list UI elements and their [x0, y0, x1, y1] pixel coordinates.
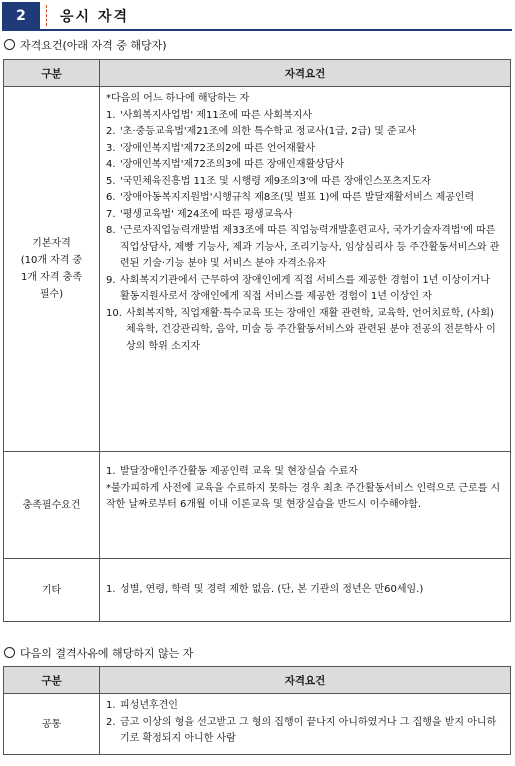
- item-text: '장애인복지법'제72조의2에 따른 언어재활사: [120, 142, 316, 154]
- mandatory-note: *불가피하게 사전에 교육을 수료하지 못하는 경우 최초 주간활동서비스 인력으로 근로를 시작한 날짜로부터 6개월 이내 이론교육 및 현장실습을 반드시 이수해야함.: [106, 482, 501, 510]
- header-category: 구분: [4, 667, 100, 694]
- list-item: [106, 108, 502, 125]
- list-item: [106, 207, 502, 224]
- item-number: 4.: [106, 159, 116, 170]
- item-number: 1.: [106, 466, 116, 477]
- item-text: '사회복지사업법' 제11조에 따른 사회복지사: [120, 109, 312, 121]
- item-number: 5.: [106, 175, 116, 187]
- basic-intro: *다음의 어느 하나에 해당하는 자: [106, 93, 250, 104]
- section-header: [2, 2, 512, 29]
- item-text: 성별, 연령, 학력 및 경력 제한 없음. (단, 본 기관의 정년은 만60세임.): [120, 583, 424, 595]
- basic-label-line: 기본자격: [32, 238, 71, 249]
- basic-qualification-label: [4, 87, 100, 452]
- row-mandatory-requirement: [4, 452, 511, 559]
- list-item: [106, 174, 502, 191]
- circle-bullet-icon: [4, 647, 15, 658]
- caption-disqualification: [4, 645, 193, 661]
- circle-bullet-icon: [4, 39, 15, 50]
- row-basic-qualification: [4, 87, 511, 452]
- item-text: 피성년후견인: [120, 700, 178, 711]
- header-category: 구분: [4, 60, 100, 87]
- list-item: [106, 306, 502, 356]
- item-text: '국민체육진흥법 11조 및 시행령 제9조의3'에 따른 장애인스포츠지도자: [120, 175, 431, 187]
- list-item: [106, 223, 502, 273]
- item-text: '초·중등교육법'제21조에 의한 특수학교 정교사(1급, 2급) 및 준교사: [120, 126, 417, 137]
- item-text: '근로자직업능력개발법 제33조에 따른 직업능력개발훈련교사, 국가기술자격법'에 따른 직업상담사, 제빵 기능사, 제과 기능사, 조리기능사, 임상심리사 등 주간활동서비스와 관련된 기술·기능 분야 및 서비스 분야 자격소유자: [120, 225, 500, 269]
- other-body: [100, 559, 511, 622]
- item-number: 1.: [106, 109, 116, 121]
- item-text: 사회복지기관에서 근무하여 장애인에게 직접 서비스를 제공한 경험이 1년 이상이거나 활동지원사로서 장애인에게 직접 서비스를 제공한 경험이 1년 이상인 자: [120, 274, 490, 302]
- basic-label-line: 1개 자격 충족: [20, 272, 83, 283]
- section-title: 응시 자격: [60, 9, 129, 25]
- section-divider: [46, 5, 47, 26]
- mandatory-requirement-label: 충족필수요건: [4, 452, 100, 559]
- table-header-row: [4, 667, 511, 694]
- row-common: [4, 694, 511, 755]
- header-requirement: 자격요건: [100, 60, 511, 87]
- requirements-table: [3, 59, 511, 622]
- list-item: [106, 582, 502, 599]
- basic-label-line: 필수): [39, 289, 64, 300]
- row-other: [4, 559, 511, 622]
- item-text: 발달장애인주간활동 제공인력 교육 및 현장실습 수료자: [120, 466, 359, 477]
- item-number: 10.: [106, 307, 122, 319]
- list-item: [106, 464, 502, 481]
- item-text: '장애인복지법'제72조의3에 따른 장애인재활상담사: [120, 159, 345, 170]
- basic-qualification-body: [100, 87, 511, 452]
- item-text: '장애아동복지지원법'시행규칙 제8조(및 별표 1)에 따른 발달재활서비스 제공인력: [120, 192, 475, 203]
- list-item: [106, 273, 502, 306]
- caption-requirements: [4, 37, 167, 53]
- item-number: 7.: [106, 208, 116, 220]
- item-number: 1.: [106, 583, 116, 595]
- item-number: 2.: [106, 716, 116, 728]
- item-number: 2.: [106, 126, 116, 137]
- common-label: 공통: [4, 694, 100, 755]
- item-text: '평생교육법' 제24조에 따른 평생교육사: [120, 208, 293, 220]
- list-item: [106, 124, 502, 141]
- disqualification-table: [3, 666, 511, 755]
- section-rule: [2, 29, 512, 31]
- table-header-row: [4, 60, 511, 87]
- section-number: 2: [2, 2, 40, 29]
- item-number: 1.: [106, 700, 116, 711]
- caption-disqualification-text: 다음의 결격사유에 해당하지 않는 자: [20, 647, 194, 660]
- list-item: [106, 141, 502, 158]
- list-item: [106, 157, 502, 174]
- item-text: 금고 이상의 형을 선고받고 그 형의 집행이 끝나지 아니하였거나 그 집행을 받지 아니하기로 확정되지 아니한 사람: [120, 716, 497, 744]
- list-item: [106, 715, 502, 748]
- other-label: 기타: [4, 559, 100, 622]
- common-body: [100, 694, 511, 755]
- item-number: 9.: [106, 274, 116, 286]
- mandatory-requirement-body: [100, 452, 511, 559]
- basic-label-line: (10개 자격 중: [20, 255, 83, 266]
- list-item: [106, 698, 502, 715]
- item-text: 사회복지학, 직업재활·특수교육 또는 장애인 재활 관련학, 교육학, 언어치료학, (사회)체육학, 건강관리학, 음악, 미술 등 주간활동서비스와 관련된 분야 전공의 전문학사 이상의 학위 소지자: [126, 307, 496, 352]
- header-requirement: 자격요건: [100, 667, 511, 694]
- item-number: 6.: [106, 192, 116, 203]
- list-item: [106, 190, 502, 207]
- item-number: 3.: [106, 142, 116, 154]
- caption-requirements-text: 자격요건(아래 자격 중 해당자): [20, 39, 167, 52]
- item-number: 8.: [106, 225, 116, 236]
